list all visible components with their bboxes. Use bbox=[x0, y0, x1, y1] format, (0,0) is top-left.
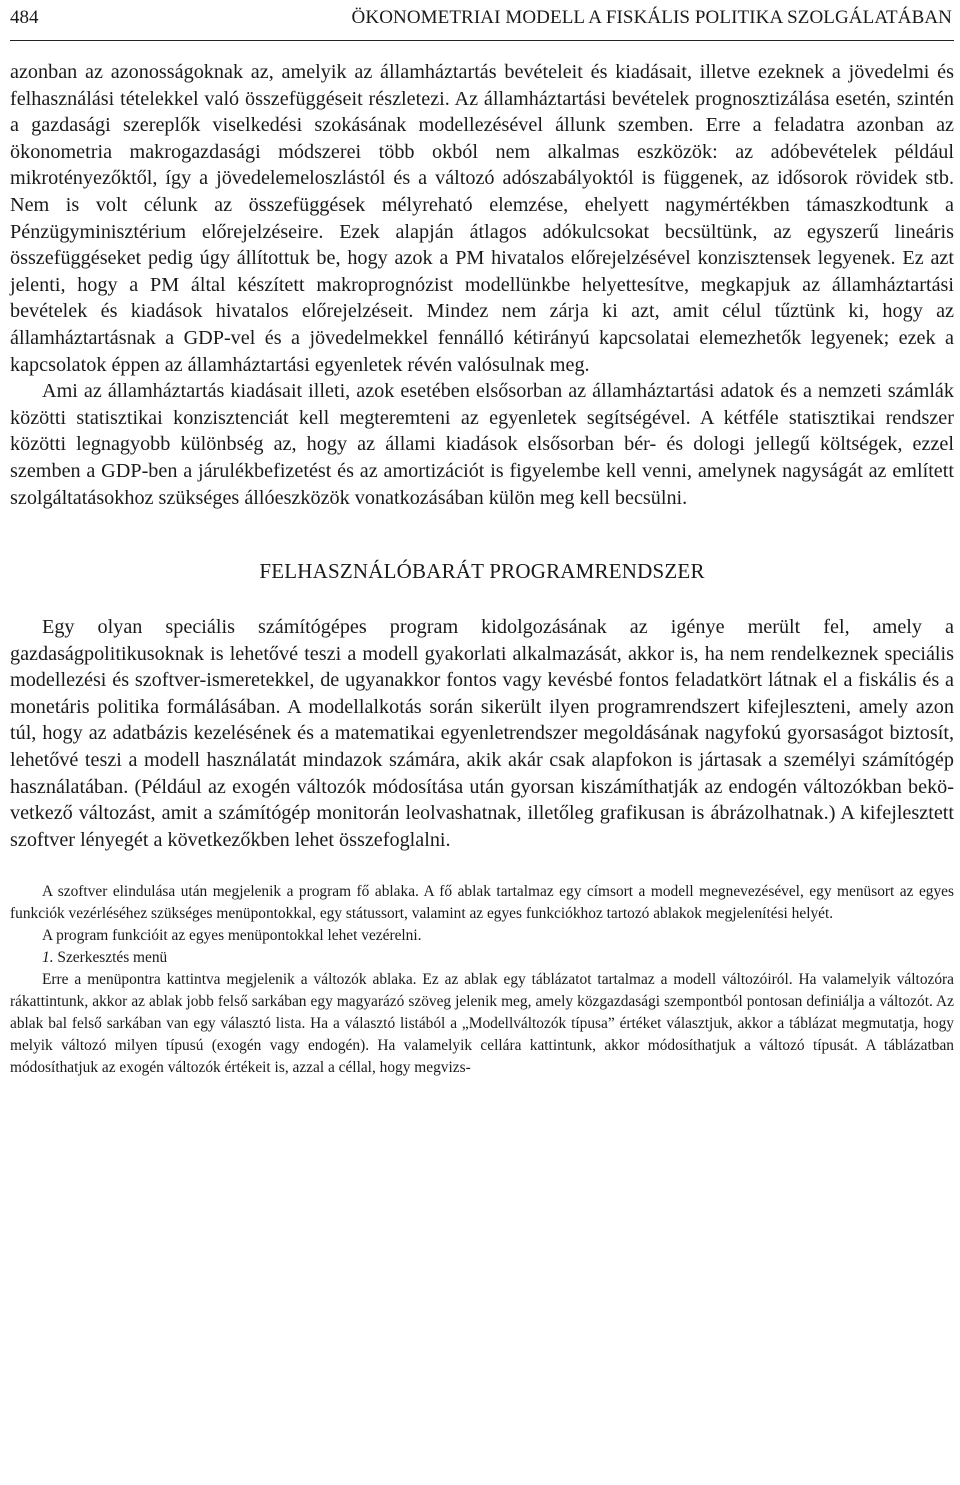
running-header bbox=[10, 0, 954, 41]
small-print-block bbox=[10, 881, 954, 1078]
intro-text bbox=[10, 59, 954, 511]
paragraph: Ami az államháztartás kiadásait illeti, azok esetében elsősorban az államháztartási adatok és a nemzeti számlák közötti statisztikai konzisztenciát kell megteremteni az egyenletek segítségével. A kétféle statisztikai rendszer közötti legnagyobb különbség az, hogy az állami kiadások elsősorban bér- és dologi jellegű költségek, ezzel szemben a GDP-ben a járulékbefizetést és az amortizációt is figyelembe kell venni, amelynek nagyságát az említett szolgáltatásokhoz szükséges állóeszközök vonatkozásában külön meg kell becsülni. bbox=[10, 380, 954, 509]
section-text bbox=[10, 614, 954, 853]
item-title: Szerkesztés menü bbox=[57, 949, 168, 967]
numbered-item-heading bbox=[10, 947, 954, 969]
small-paragraph: Erre a menüpontra kattintva megjelenik a változók ablaka. Ez az ablak egy táblázatot tartalmaz a modell változóiról. Ha valamelyik változóra rákattintunk, akkor az ablak jobb felső sarkában egy magyarázó szöveg jelenik meg, amely közgazdasági szempontból pontosan definiálja a változót. Az ablak bal felső sarkában van egy választó lista. Ha a választó listából a „Modellváltozók típusa” értéket választjuk, akkor a táblázat megmutatja, hogy melyik változó milyen típusú (exogén vagy endogén). Ha valamelyik cellára kattintunk, akkor módosíthatjuk a változó típusát. A táblázatban módosíthatjuk az exogén változók értékeit is, azzal a céllal, hogy megvizs- bbox=[10, 971, 954, 1076]
section-heading: FELHASZNÁLÓBARÁT PROGRAMRENDSZER bbox=[259, 559, 705, 584]
page-number: 484 bbox=[10, 7, 39, 28]
paragraph: Egy olyan speciális számítógépes program kidolgozásának az igénye merült fel, amely a gazdaságpolitikusoknak is lehetővé teszi a modell gyakorlati alkalmazását, akkor is, ha nem rendelkeznek speciális modellezési és szoftver-ismeretekkel, de ugyanakkor fontos vagy kevésbé fontos feladatkört látnak el a fiskális és a monetáris politika formálásában. A modellalkotás során sikerült ilyen programrendszert kifejleszteni, amely azon túl, hogy az adatbázis kezelésének és a matematikai egyenletrendszer megoldásának nagyfokú gyorsaságot biztosít, lehetővé teszi a modell használatát mindazok számára, akik akár csak alapfokon is jártasak a személyi számítógép használatában. (Például az exogén változók módosítása után gyorsan kiszámíthatják az endogén változókban bekövetkező változást, amit a számítógép monitorán leolvashatnak, illetőleg grafikusan is ábrázolhatnak.) A kifejlesztett szoftver lényegét a következőkben lehet összefoglalni. bbox=[10, 616, 954, 851]
small-paragraph: A szoftver elindulása után megjelenik a program fő ablaka. A fő ablak tartalmaz egy címsort a modell megnevezésével, egy menüsort az egyes funkciók vezérléséhez szükséges menüpontokkal, egy státussort, valamint az egyes funkciókhoz tartozó ablakok megjelenítési helyét. bbox=[10, 883, 954, 923]
item-number: 1. bbox=[42, 949, 54, 967]
running-title: ÖKONOMETRIAI MODELL A FISKÁLIS POLITIKA SZOLGÁLATÁBAN bbox=[351, 7, 952, 28]
paragraph: azonban az azonosságoknak az, amelyik az államháztartás bevételeit és kiadásait, illetve ezeknek a jövedelmi és felhasználási tételekkel való összefüggéseit részletezi. Az államháztartási bevételek prognosztizálása esetén, szintén a gazdasági szereplők viselkedési szokásának modellezésével állunk szemben. Erre a feladatra azonban az ökonometria makrogazdasági módszerei több okból nem alkalmas eszközök: az adóbevételek például mikrotényezőktől, így a jövedelemeloszlástól és a változó adószabályoktól is függenek, az idősorok rövidek stb. Nem is volt célunk az összefüggések mélyreható elemzése, ehelyett nagymértékben támaszkodtunk a Pénzügyminisztérium előrejelzéseire. Ezek alapján átlagos adókulcsokat becsültünk, az egyszerű lineáris összefüggéseket pedig úgy állítottuk be, hogy azok a PM hivatalos előrejelzésével konzisztensek legyenek. Ez azt jelenti, hogy a PM által készített makroprognózist modellünkbe helyettesítve, megkapjuk az államháztartási bevételek és kiadások hivatalos előrejelzéseit. Mindez nem zárja ki azt, amit célul tűztünk ki, hogy az államháztartásnak a GDP-vel és a jövedelmekkel fennálló kétirányú kapcsolatai elemezhetők legyenek; ezek a kapcsolatok éppen az államháztartási egyenletek révén valósulnak meg. bbox=[10, 61, 954, 376]
small-paragraph: A program funkcióit az egyes menüpontokkal lehet vezérelni. bbox=[42, 927, 422, 945]
document-page bbox=[10, 0, 954, 1079]
